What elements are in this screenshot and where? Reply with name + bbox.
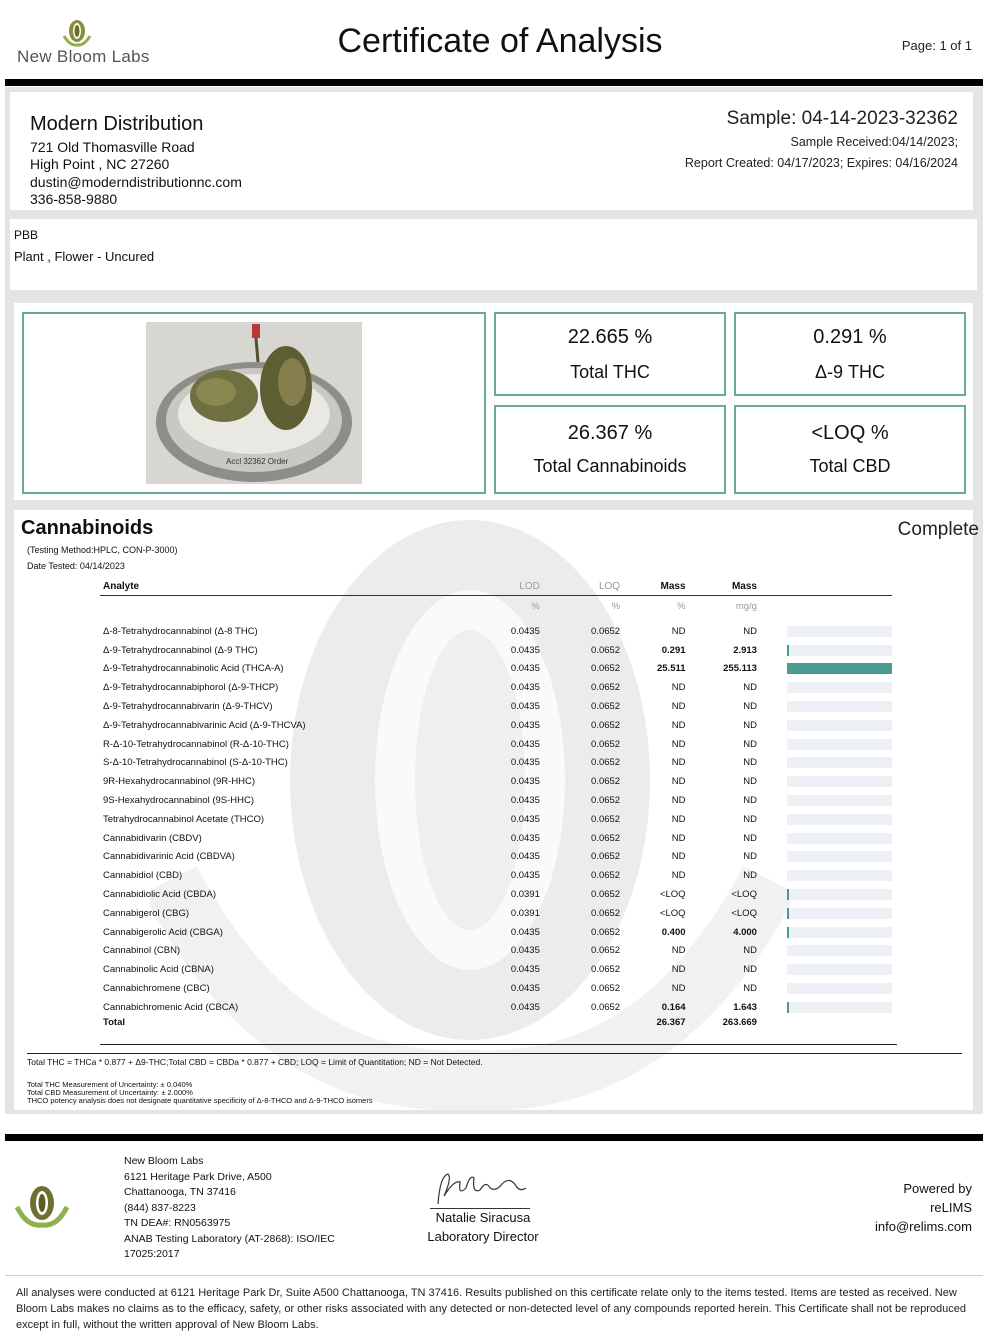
- signer-name: Natalie Siracusa: [435, 1210, 531, 1225]
- loq-value: 0.0652: [591, 983, 621, 995]
- level-bar-cell: [757, 622, 892, 641]
- analyte-name: Δ-9-Tetrahydrocannabinol (Δ-9 THC): [103, 644, 258, 656]
- level-bar-track: [787, 776, 892, 787]
- level-bar-cell: [757, 885, 892, 904]
- level-bar-track: [787, 757, 892, 768]
- analyte-name: Δ-9-Tetrahydrocannabiphorol (Δ-9-THCP): [103, 682, 279, 694]
- table-row: [100, 979, 892, 998]
- lab-address-2: Chattanooga, TN 37416: [124, 1186, 236, 1198]
- table-row: [100, 848, 892, 867]
- total-label: Total: [103, 1016, 125, 1028]
- lab-address-1: 6121 Heritage Park Drive, A500: [124, 1170, 272, 1183]
- total-cbd-card: [734, 405, 966, 494]
- level-bar-track: [787, 1002, 892, 1013]
- mass-pct-value: 0.164: [661, 1001, 686, 1013]
- mass-pct-value: <LOQ: [659, 907, 686, 919]
- table-row: [100, 960, 892, 979]
- table-row: [100, 885, 892, 904]
- cbd-uncertainty: Total CBD Measurement of Uncertainty: ± 2.000%: [27, 1088, 193, 1097]
- lod-value: 0.0435: [510, 795, 540, 807]
- level-bar-track: [787, 739, 892, 750]
- loq-value: 0.0652: [591, 889, 621, 901]
- col-lod: LOD: [492, 578, 540, 595]
- unit-lod: %: [531, 600, 540, 612]
- mass-mg-value: ND: [743, 719, 757, 731]
- photo-caption: Accl 32362 Order: [226, 457, 289, 466]
- level-bar-cell: [757, 754, 892, 773]
- level-bar-track: [787, 795, 892, 806]
- table-row: [100, 923, 892, 942]
- powered-by-name: reLIMS: [930, 1200, 972, 1215]
- mass-pct-value: ND: [671, 757, 686, 769]
- total-mg: 263.669: [722, 1016, 757, 1028]
- loq-value: 0.0652: [591, 682, 621, 694]
- level-bar-track: [787, 626, 892, 637]
- level-bar-track: [787, 645, 892, 656]
- mass-pct-value: ND: [671, 738, 686, 750]
- client-panel: [10, 92, 973, 210]
- lab-phone: (844) 837-8223: [124, 1201, 196, 1214]
- analyte-name: Δ-9-Tetrahydrocannabivarinic Acid (Δ-9-THCVA): [103, 719, 306, 731]
- analyte-name: Cannabichromenic Acid (CBCA): [103, 1001, 239, 1013]
- lod-value: 0.0435: [510, 964, 540, 976]
- loq-value: 0.0652: [591, 813, 621, 825]
- level-bar-fill: [787, 663, 892, 674]
- loq-value: 0.0652: [591, 851, 621, 863]
- level-bar-cell: [757, 923, 892, 942]
- date-tested: Date Tested: 04/14/2023: [27, 561, 125, 571]
- level-bar-track: [787, 927, 892, 938]
- level-bar-track: [787, 663, 892, 674]
- mass-pct-value: ND: [671, 701, 686, 713]
- lod-value: 0.0435: [510, 625, 540, 637]
- mass-mg-value: <LOQ: [731, 907, 757, 919]
- total-pct: 26.367: [656, 1016, 686, 1028]
- footer-divider: [5, 1134, 983, 1141]
- total-thc-label: Total THC: [570, 362, 650, 382]
- loq-value: 0.0652: [591, 795, 621, 807]
- lab-dea: TN DEA#: RN0563975: [124, 1217, 231, 1229]
- lod-value: 0.0435: [510, 757, 540, 769]
- level-bar-cell: [757, 660, 892, 679]
- table-row: [100, 678, 892, 697]
- table-row: [100, 866, 892, 885]
- client-address-2: High Point , NC 27260: [30, 156, 170, 172]
- disclaimer-rule: [5, 1275, 983, 1276]
- level-bar-fill: [787, 927, 789, 938]
- analyte-name: Tetrahydrocannabinol Acetate (THCO): [103, 813, 265, 825]
- level-bar-track: [787, 833, 892, 844]
- mass-pct-value: ND: [671, 682, 686, 694]
- unit-loq: %: [611, 600, 621, 612]
- product-panel: [10, 219, 977, 290]
- level-bar-cell: [757, 772, 892, 791]
- table-row: [100, 735, 892, 754]
- mass-mg-value: <LOQ: [731, 889, 757, 901]
- thco-note: THCO potency analysis does not designate quantitative specificity of Δ-8-THCO and Δ-9-THCO isomers: [27, 1096, 373, 1105]
- level-bar-track: [787, 814, 892, 825]
- report-dates: Report Created: 04/17/2023; Expires: 04/16/2024: [684, 156, 958, 170]
- col-bar: [757, 578, 892, 595]
- client-address-1: 721 Old Thomasville Road: [30, 139, 195, 155]
- units-row: [100, 595, 892, 617]
- mass-mg-value: ND: [743, 625, 757, 637]
- level-bar-track: [787, 964, 892, 975]
- testing-method: (Testing Method:HPLC, CON-P-3000): [27, 545, 178, 555]
- mass-mg-value: ND: [743, 701, 757, 713]
- thc-uncertainty: Total THC Measurement of Uncertainty: ± 0.040%: [27, 1080, 193, 1089]
- level-bar-cell: [757, 641, 892, 660]
- powered-by-label: Powered by: [903, 1181, 972, 1196]
- analyte-name: Cannabinol (CBN): [103, 945, 181, 957]
- analyte-name: Δ-8-Tetrahydrocannabinol (Δ-8 THC): [103, 625, 258, 637]
- sample-photo-image: [146, 322, 362, 484]
- table-row: [100, 641, 892, 660]
- mass-mg-value: ND: [743, 776, 757, 788]
- table-row: [100, 998, 892, 1017]
- total-cbd-value: <LOQ %: [811, 422, 889, 444]
- col-mass-pct: Mass: [620, 578, 685, 595]
- level-bar-track: [787, 720, 892, 731]
- table-row: [100, 829, 892, 848]
- lab-name: New Bloom Labs: [124, 1155, 204, 1167]
- unit-mass-pct: %: [677, 600, 686, 612]
- lab-accreditation-1: ANAB Testing Laboratory (AT-2868): ISO/IEC: [124, 1232, 335, 1245]
- mass-mg-value: 2.913: [733, 644, 757, 656]
- client-name: Modern Distribution: [30, 113, 204, 135]
- mass-mg-value: ND: [743, 795, 757, 807]
- client-email: dustin@moderndistributionnc.com: [30, 174, 242, 190]
- loq-value: 0.0652: [591, 776, 621, 788]
- level-bar-track: [787, 870, 892, 881]
- analyte-name: Cannabidiol (CBD): [103, 870, 183, 882]
- mass-pct-value: ND: [671, 813, 686, 825]
- mass-mg-value: ND: [743, 983, 757, 995]
- loq-value: 0.0652: [591, 945, 621, 957]
- loq-value: 0.0652: [591, 738, 621, 750]
- loq-value: 0.0652: [591, 1001, 621, 1013]
- analyte-name: Cannabidiolic Acid (CBDA): [103, 889, 216, 901]
- table-row: [100, 660, 892, 679]
- level-bar-fill: [787, 645, 789, 656]
- analyte-name: Δ-9-Tetrahydrocannabinolic Acid (THCA-A): [103, 663, 284, 675]
- mass-pct-value: ND: [671, 964, 686, 976]
- level-bar-cell: [757, 678, 892, 697]
- mass-mg-value: ND: [743, 682, 757, 694]
- loq-value: 0.0652: [591, 701, 621, 713]
- mass-pct-value: ND: [671, 832, 686, 844]
- level-bar-track: [787, 945, 892, 956]
- level-bar-track: [787, 682, 892, 693]
- cannabinoids-title: Cannabinoids: [21, 517, 154, 539]
- d9-thc-label: Δ-9 THC: [814, 362, 886, 382]
- level-bar-fill: [787, 889, 789, 900]
- loq-value: 0.0652: [591, 964, 621, 976]
- summary-panel: [14, 303, 973, 500]
- signature-line: [430, 1208, 530, 1209]
- mass-mg-value: 255.113: [723, 663, 757, 675]
- table-row: [100, 942, 892, 961]
- lod-value: 0.0435: [510, 870, 540, 882]
- lod-value: 0.0435: [510, 1001, 540, 1013]
- mass-pct-value: ND: [671, 983, 686, 995]
- lod-value: 0.0435: [510, 682, 540, 694]
- total-thc-card: [494, 312, 726, 396]
- lod-value: 0.0435: [510, 983, 540, 995]
- mass-mg-value: ND: [743, 964, 757, 976]
- loq-value: 0.0652: [591, 625, 621, 637]
- level-bar-cell: [757, 791, 892, 810]
- lod-value: 0.0391: [510, 889, 540, 901]
- mass-mg-value: ND: [743, 757, 757, 769]
- table-row: [100, 772, 892, 791]
- mass-pct-value: ND: [671, 719, 686, 731]
- level-bar-cell: [757, 829, 892, 848]
- header: [0, 0, 1000, 80]
- level-bar-cell: [757, 979, 892, 998]
- formula-footnote: Total THC = THCa * 0.877 + Δ9-THC;Total CBD = CBDa * 0.877 + CBD; LOQ = Limit of Quantitation; ND = Not Detected.: [27, 1057, 483, 1067]
- signer-title: Laboratory Director: [427, 1229, 539, 1244]
- level-bar-track: [787, 889, 892, 900]
- loq-value: 0.0652: [591, 870, 621, 882]
- table-row: [100, 904, 892, 923]
- lod-value: 0.0435: [510, 663, 540, 675]
- total-cannabinoids-card: [494, 405, 726, 494]
- table-row: [100, 810, 892, 829]
- total-cannabinoids-label: Total Cannabinoids: [533, 456, 687, 476]
- analyte-name: R-Δ-10-Tetrahydrocannabinol (R-Δ-10-THC): [103, 738, 289, 750]
- signature-image: [430, 1166, 530, 1210]
- analyte-name: Cannabidivarinic Acid (CBDVA): [103, 851, 235, 863]
- analyte-name: 9S-Hexahydrocannabinol (9S-HHC): [103, 795, 255, 807]
- lod-value: 0.0435: [510, 926, 540, 938]
- sample-photo: [146, 322, 362, 484]
- total-thc-value: 22.665 %: [567, 326, 653, 348]
- loq-value: 0.0652: [591, 926, 621, 938]
- analyte-name: Cannabidivarin (CBDV): [103, 832, 202, 844]
- mass-mg-value: ND: [743, 870, 757, 882]
- analyte-name: 9R-Hexahydrocannabinol (9R-HHC): [103, 776, 256, 788]
- unit-mass-mg: mg/g: [735, 600, 757, 612]
- d9-thc-card: [734, 312, 966, 396]
- mass-pct-value: ND: [671, 851, 686, 863]
- total-cbd-label: Total CBD: [809, 456, 891, 476]
- lab-accreditation-2: 17025:2017: [124, 1248, 180, 1260]
- client-phone: 336-858-9880: [30, 191, 118, 207]
- mass-pct-value: ND: [671, 776, 686, 788]
- table-row: [100, 697, 892, 716]
- level-bar-cell: [757, 866, 892, 885]
- mass-pct-value: ND: [671, 795, 686, 807]
- level-bar-cell: [757, 697, 892, 716]
- sample-id: Sample: 04-14-2023-32362: [726, 108, 958, 129]
- lod-value: 0.0435: [510, 851, 540, 863]
- level-bar-track: [787, 983, 892, 994]
- table-row: [100, 622, 892, 641]
- product-name: PBB: [14, 228, 39, 242]
- table-row: [100, 791, 892, 810]
- loq-value: 0.0652: [591, 663, 621, 675]
- level-bar-track: [787, 701, 892, 712]
- col-mass-mg: Mass: [686, 578, 757, 595]
- cannabinoids-table: [100, 578, 892, 1030]
- lod-value: 0.0435: [510, 701, 540, 713]
- level-bar-cell: [757, 735, 892, 754]
- lod-value: 0.0435: [510, 719, 540, 731]
- mass-mg-value: 4.000: [733, 926, 757, 938]
- header-divider: [5, 79, 983, 86]
- level-bar-fill: [787, 1002, 789, 1013]
- mass-mg-value: ND: [743, 851, 757, 863]
- analyte-name: Cannabigerol (CBG): [103, 907, 190, 919]
- analyte-name: S-Δ-10-Tetrahydrocannabinol (S-Δ-10-THC): [103, 757, 288, 769]
- lod-value: 0.0435: [510, 813, 540, 825]
- analyte-name: Cannabinolic Acid (CBNA): [103, 964, 214, 976]
- logo-text: New Bloom Labs: [17, 47, 150, 66]
- mass-mg-value: ND: [743, 738, 757, 750]
- mass-mg-value: ND: [743, 832, 757, 844]
- page-number: Page: 1 of 1: [901, 38, 972, 53]
- level-bar-track: [787, 908, 892, 919]
- page-title: Certificate of Analysis: [337, 22, 663, 60]
- col-analyte: Analyte: [100, 578, 492, 595]
- level-bar-cell: [757, 716, 892, 735]
- total-cannabinoids-value: 26.367 %: [567, 422, 653, 444]
- loq-value: 0.0652: [591, 832, 621, 844]
- powered-by-email: info@relims.com: [875, 1219, 972, 1234]
- mass-mg-value: ND: [743, 945, 757, 957]
- mass-mg-value: ND: [743, 813, 757, 825]
- mass-pct-value: 25.511: [656, 663, 686, 675]
- level-bar-track: [787, 851, 892, 862]
- lod-value: 0.0435: [510, 832, 540, 844]
- level-bar-cell: [757, 904, 892, 923]
- lod-value: 0.0435: [510, 945, 540, 957]
- table-header-row: [100, 578, 892, 595]
- level-bar-cell: [757, 942, 892, 961]
- loq-value: 0.0652: [591, 757, 621, 769]
- table-row: [100, 716, 892, 735]
- analyte-name: Cannabigerolic Acid (CBGA): [103, 926, 223, 938]
- level-bar-fill: [787, 908, 789, 919]
- level-bar-cell: [757, 998, 892, 1017]
- footer-logo-icon: [15, 1185, 69, 1229]
- mass-pct-value: ND: [671, 945, 686, 957]
- lod-value: 0.0435: [510, 644, 540, 656]
- level-bar-cell: [757, 848, 892, 867]
- mass-pct-value: 0.291: [661, 644, 686, 656]
- loq-value: 0.0652: [591, 719, 621, 731]
- table-row: [100, 754, 892, 773]
- loq-value: 0.0652: [591, 644, 621, 656]
- level-bar-cell: [757, 810, 892, 829]
- analyte-name: Δ-9-Tetrahydrocannabivarin (Δ-9-THCV): [103, 701, 273, 713]
- mass-pct-value: 0.400: [661, 926, 686, 938]
- table-bottom-rule: [100, 1044, 897, 1045]
- lod-value: 0.0435: [510, 738, 540, 750]
- d9-thc-value: 0.291 %: [813, 326, 887, 348]
- sample-photo-box: [22, 312, 486, 494]
- lab-info: [124, 1154, 335, 1263]
- mass-pct-value: ND: [671, 870, 686, 882]
- col-loq: LOQ: [540, 578, 620, 595]
- mass-mg-value: 1.643: [733, 1001, 757, 1013]
- footnote-rule: [27, 1053, 962, 1054]
- mass-pct-value: ND: [671, 625, 686, 637]
- loq-value: 0.0652: [591, 907, 621, 919]
- disclaimer: All analyses were conducted at 6121 Heritage Park Dr, Suite A500 Chattanooga, TN 37416. Results published on this certificate relate only to the items tested. Items are tested as received. New Bloom Labs makes no claims as to the efficacy, safety, or other risks associated with any detected or non-detected level of any compounds reported herein. This Certificate shall not be reproduced except in full, without the written approval of New Bloom Labs.: [16, 1287, 966, 1331]
- cannabinoids-status: Complete: [897, 519, 979, 540]
- total-row: [100, 1017, 892, 1030]
- mass-pct-value: <LOQ: [659, 889, 686, 901]
- product-type: Plant , Flower - Uncured: [14, 249, 155, 264]
- lod-value: 0.0391: [510, 907, 540, 919]
- sample-received: Sample Received:04/14/2023;: [790, 135, 958, 149]
- analyte-name: Cannabichromene (CBC): [103, 983, 210, 995]
- lod-value: 0.0435: [510, 776, 540, 788]
- level-bar-cell: [757, 960, 892, 979]
